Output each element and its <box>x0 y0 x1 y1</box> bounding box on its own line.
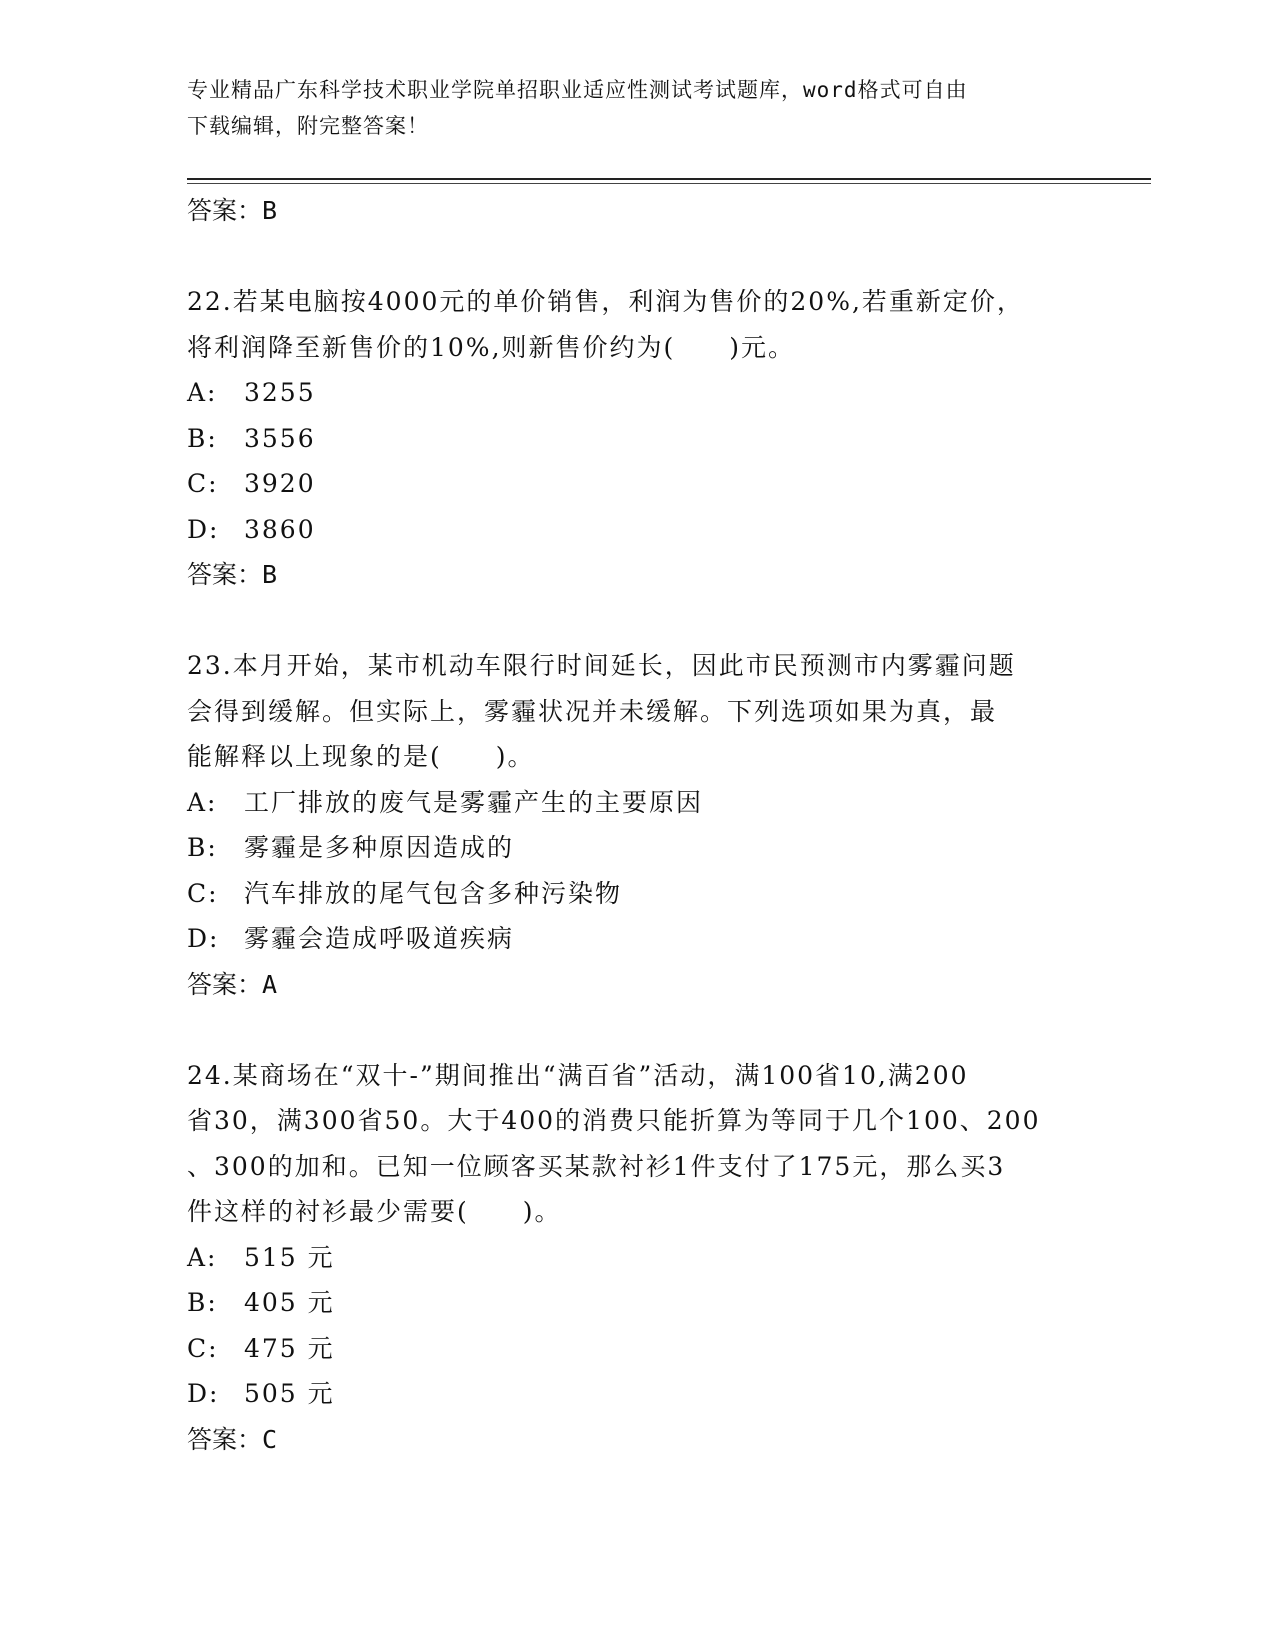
header-line-2: 下载编辑，附完整答案！ <box>187 114 429 138</box>
question-block-22 <box>187 279 1087 597</box>
option-b <box>187 825 1087 871</box>
option-text: 515 元 <box>244 1242 335 1272</box>
answer-line: 答案：C <box>187 1424 278 1454</box>
option-letter: A: <box>187 1242 218 1272</box>
option-text: 3920 <box>244 469 316 498</box>
option-text: 505 元 <box>244 1379 335 1408</box>
option-letter: D: <box>187 1379 220 1408</box>
option-letter: C: <box>187 469 219 498</box>
option-c <box>187 871 1087 917</box>
question-line: 件这样的衬衫最少需要( )。 <box>187 1197 562 1226</box>
option-a <box>187 780 1087 826</box>
header-divider-thick <box>187 178 1151 180</box>
answer-line: 答案：B <box>187 560 278 589</box>
option-text: 3255 <box>244 378 316 407</box>
option-c <box>187 461 1087 507</box>
option-b <box>187 416 1087 462</box>
spacer <box>187 1007 1087 1053</box>
option-letter: B: <box>187 423 218 453</box>
question-line: 22.若某电脑按4000元的单价销售，利润为售价的20%,若重新定价， <box>187 287 1024 316</box>
option-c <box>187 1326 1087 1372</box>
option-d <box>187 1371 1087 1417</box>
option-text: 3860 <box>244 514 316 544</box>
answer-line: 答案：A <box>187 969 278 999</box>
option-letter: C: <box>187 878 219 908</box>
question-line: 会得到缓解。但实际上，雾霾状况并未缓解。下列选项如果为真，最 <box>187 696 998 726</box>
spacer <box>187 597 1087 643</box>
question-line: 能解释以上现象的是( )。 <box>187 742 535 771</box>
question-line: 24.某商场在“双十-”期间推出“满百省”活动，满100省10,满200 <box>187 1060 969 1090</box>
question-block-23 <box>187 643 1087 1007</box>
option-text: 3556 <box>244 423 316 453</box>
header-line-1: 专业精品广东科学技术职业学院单招职业适应性测试考试题库，word格式可自由 <box>187 78 968 102</box>
option-d <box>187 507 1087 553</box>
option-b <box>187 1280 1087 1326</box>
option-letter: A: <box>187 787 218 817</box>
previous-answer: 答案：B <box>187 196 278 225</box>
question-line: 省30，满300省50。大于400的消费只能折算为等同于几个100、200 <box>187 1106 1041 1135</box>
document-body <box>187 188 1087 1462</box>
question-line: 23.本月开始，某市机动车限行时间延长，因此市民预测市内雾霾问题 <box>187 651 1016 680</box>
header-divider-thin <box>187 183 1151 184</box>
option-text: 405 元 <box>244 1288 335 1317</box>
page-header <box>187 72 1067 144</box>
question-block-24 <box>187 1053 1087 1462</box>
option-letter: B: <box>187 1288 218 1317</box>
question-text <box>187 1053 1087 1235</box>
option-text: 雾霾会造成呼吸道疾病 <box>244 924 515 953</box>
option-a <box>187 370 1087 416</box>
option-letter: B: <box>187 833 218 862</box>
option-letter: D: <box>187 924 220 953</box>
question-line: 将利润降至新售价的10%,则新售价约为( )元。 <box>187 332 796 362</box>
question-line: 、300的加和。已知一位顾客买某款衬衫1件支付了175元，那么买3 <box>187 1151 1006 1181</box>
option-text: 雾霾是多种原因造成的 <box>244 833 515 862</box>
option-text: 工厂排放的废气是雾霾产生的主要原因 <box>244 787 704 817</box>
option-text: 475 元 <box>244 1333 335 1363</box>
option-letter: C: <box>187 1333 219 1363</box>
spacer <box>187 233 1087 279</box>
option-text: 汽车排放的尾气包含多种污染物 <box>244 878 623 908</box>
question-text <box>187 643 1087 780</box>
option-d <box>187 916 1087 962</box>
option-letter: D: <box>187 514 220 544</box>
option-a <box>187 1235 1087 1281</box>
option-letter: A: <box>187 378 218 407</box>
question-text <box>187 279 1087 370</box>
